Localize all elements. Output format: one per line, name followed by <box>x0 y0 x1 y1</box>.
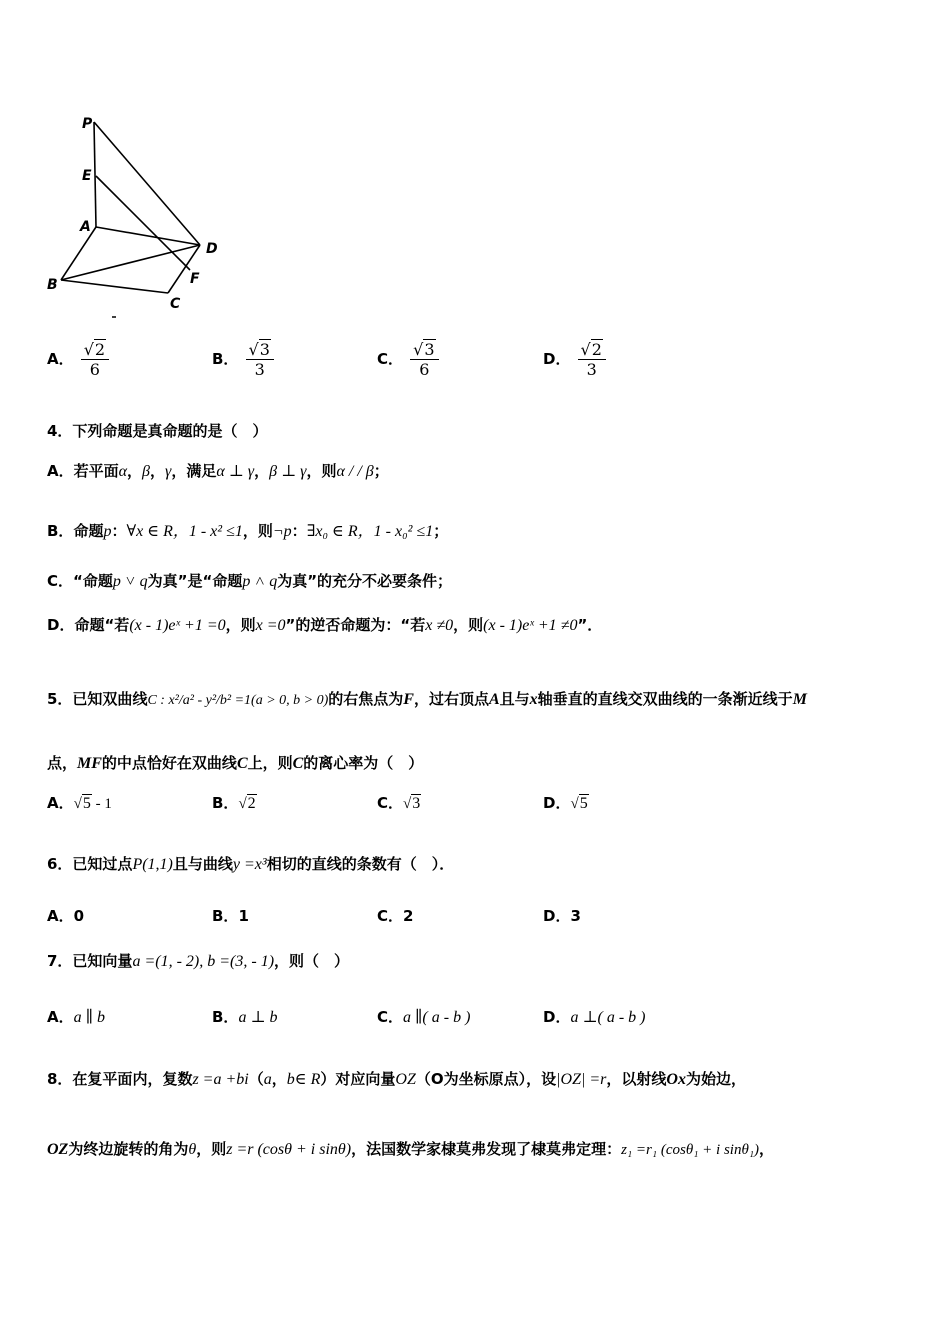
edge-AD <box>96 227 200 245</box>
label-E: E <box>82 168 92 184</box>
pyramid-figure <box>40 100 240 325</box>
q3-option-a[interactable] <box>47 340 111 379</box>
fraction: $\frac{√3}{3}$ <box>246 340 274 379</box>
q6-option-a[interactable]: A．0 <box>47 907 85 925</box>
q4-option-d[interactable]: D．命题“若(x - 1)eˣ +1 =0，则x =0”的逆否命题为：“若x ≠0，则(x - 1)eˣ +1 ≠0”． <box>47 616 603 634</box>
label-A: A <box>80 219 91 235</box>
edge-BD <box>61 245 200 280</box>
label-P: P <box>82 116 93 132</box>
hyperbola-equation: C : x²/a² - y²/b² =1(a > 0, b > 0) <box>147 693 329 708</box>
q6-option-d[interactable]: D．3 <box>543 907 581 925</box>
q4-option-a[interactable]: A．若平面α，β，γ，满足α ⊥ γ，β ⊥ γ，则α / / β； <box>47 462 389 480</box>
q7-option-d[interactable]: D．a ⊥( a - b ) <box>543 1008 646 1026</box>
fraction: $\frac{√2}{3}$ <box>578 340 606 379</box>
label-C: C <box>170 296 181 312</box>
edge-PA <box>94 122 96 227</box>
edge-BC <box>61 280 168 293</box>
q4-option-c[interactable]: C．“命题p ˅ q为真”是“命题p ˄ q为真”的充分不必要条件； <box>47 572 453 590</box>
q7-stem: 7．已知向量a =(1, - 2), b =(3, - 1)，则（ ） <box>47 952 350 970</box>
label-B: B <box>47 277 58 293</box>
option-letter: D． <box>543 350 571 368</box>
q4-stem: 4．下列命题是真命题的是（ ） <box>47 422 268 440</box>
option-letter: B． <box>212 350 239 368</box>
q3-option-b[interactable] <box>212 340 276 379</box>
q6-option-c[interactable]: C．2 <box>377 907 414 925</box>
edge-EF <box>96 176 190 270</box>
q5-stem-line1: 5．已知双曲线C : x²/a² - y²/b² =1(a > 0, b > 0)的右焦点为F，过右顶点A且与x轴垂直的直线交双曲线的一条渐近线于M <box>47 690 807 708</box>
q5-option-c[interactable]: C．√3 <box>377 794 421 812</box>
fraction: $\frac{√2}{6}$ <box>81 340 109 379</box>
q5-stem-line2: 点，MF的中点恰好在双曲线C上，则C的离心率为（ ） <box>47 754 424 772</box>
q3-option-d[interactable] <box>543 340 608 379</box>
q8-stem-line2: OZ为终边旋转的角为θ，则z =r (cosθ + i sinθ)，法国数学家棣莫弗发现了棣莫弗定理：z₁ =r₁ (cosθ₁ + i sinθ₁)， <box>47 1140 775 1158</box>
option-letter: A． <box>47 350 74 368</box>
option-letter: C． <box>377 350 404 368</box>
label-D: D <box>206 241 218 257</box>
q7-option-a[interactable]: A．a ∥ b <box>47 1008 105 1026</box>
q3-option-c[interactable] <box>377 340 441 379</box>
q5-option-a[interactable]: A．√5 - 1 <box>47 794 112 812</box>
q8-stem-line1: 8．在复平面内，复数z =a +bi（a，b∈ R）对应向量OZ（O为坐标原点），设|OZ| =r，以射线Ox为始边， <box>47 1070 746 1088</box>
q6-stem: 6．已知过点P(1,1)且与曲线y =x³相切的直线的条数有（ ）． <box>47 855 455 873</box>
q5-option-d[interactable]: D．√5 <box>543 794 588 812</box>
q5-option-b[interactable]: B．√2 <box>212 794 256 812</box>
q7-option-c[interactable]: C．a ∥( a - b ) <box>377 1008 471 1026</box>
q4-option-b[interactable]: B．命题p：∀x ∈ R，1 - x² ≤1，则¬p：∃x₀ ∈ R，1 - x₀² ≤1； <box>47 522 449 540</box>
q7-option-b[interactable]: B．a ⊥ b <box>212 1008 278 1026</box>
label-F: F <box>190 271 200 287</box>
q6-option-b[interactable]: B．1 <box>212 907 249 925</box>
fraction: $\frac{√3}{6}$ <box>410 340 438 379</box>
